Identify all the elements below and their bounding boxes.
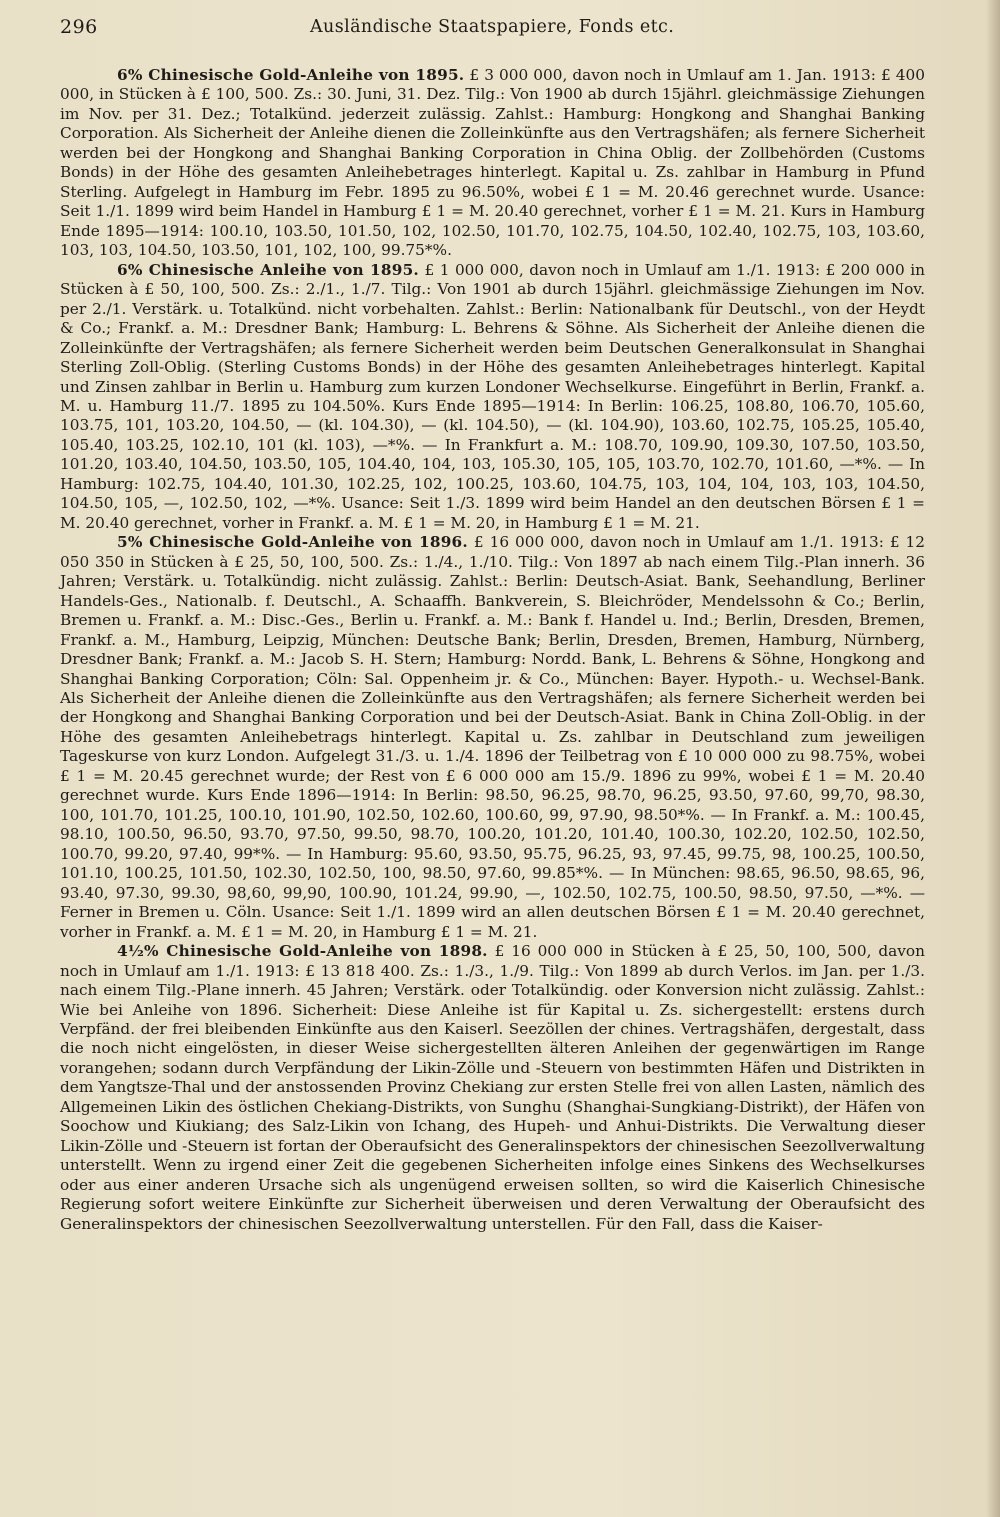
entry-gold-loan-1898: [60, 942, 925, 1234]
entry-title: 5% Chinesische Gold-Anleihe von 1896.: [117, 533, 468, 552]
running-head: Ausländische Staatspapiere, Fonds etc.: [310, 17, 675, 37]
entry-title: 4½% Chinesische Gold-Anleihe von 1898.: [117, 942, 488, 961]
page-header: [60, 16, 922, 46]
entry-title: 6% Chinesische Gold-Anleihe von 1895.: [117, 66, 465, 84]
entry-text: £ 16 000 000, davon noch in Umlauf am 1./1. 1913: £ 12 050 350 in Stücken à £ 25, 50, 100, 500. Zs.: 1./4., 1./10. Tilg.: Von 1897 ab nach einem Tilg.-Plan innerh. 36 Jahren; Verstärk. u. Totalkündig. nicht zulässig. Zahlst.: Berlin: Deutsch-Asiat. Bank, Seehandlung, Berliner Handels-Ges., Nationalb. f. Deutschl., A. Schaaffh. Bankverein, S. Bleichröder, Mendelssohn & Co.; Berlin, Bremen u. Frankf. a. M.: Disc.-Ges., Berlin u. Frankf. a. M.: Bank f. Handel u. Ind.; Berlin, Dresden, Bremen, Frankf. a. M., Hamburg, Leipzig, München: Deutsche Bank; Berlin, Dresden, Bremen, Hamburg, Nürnberg, Dresdner Bank; Frankf. a. M.: Jacob S. H. Stern; Hamburg: Nordd. Bank, L. Behrens & Söhne, Hongkong and Shanghai Banking Corporation; Cöln: Sal. Oppenheim jr. & Co., München: Bayer. Hypoth.- u. Wechsel-Bank. Als Sicherheit der Anleihe dienen die Zolleinkünfte aus den Vertragshäfen; als fernere Sicherheit werden bei der Hongkong and Shanghai Banking Corporation und bei der Deutsch-Asiat. Bank in China Zoll-Oblig. in der Höhe des gesamten Anleihebetrags hinterlegt. Kapital u. Zs. zahlbar in Deutschland zum jeweiligen Tageskurse von kurz London. Aufgelegt 31./3. u. 1./4. 1896 der Teilbetrag von £ 10 000 000 zu 98.75%, wobei £ 1 = M. 20.45 gerechnet wurde; der Rest von £ 6 000 000 am 15./9. 1896 zu 99%, wobei £ 1 = M. 20.40 gerechnet wurde. Kurs Ende 1896—1914: In Berlin: 98.50, 96.25, 98.70, 96.25, 93.50, 97.60, 99,70, 98.30, 100, 101.70, 101.25, 100.10, 101.90, 102.50, 102.60, 100.60, 99, 97.90, 98.50*%. — In Frankf. a. M.: 100.45, 98.10, 100.50, 96.50, 93.70, 97.50, 99.50, 98.70, 100.20, 101.20, 101.40, 100.30, 102.20, 102.50, 102.50, 100.70, 99.20, 97.40, 99*%. — In Hamburg: 95.60, 93.50, 95.75, 96.25, 93, 97.45, 99.75, 98, 100.25, 100.50, 101.10, 100.25, 101.50, 102.30, 102.50, 100, 98.50, 97.60, 99.85*%. — In München: 98.65, 96.50, 98.65, 96, 93.40, 97.30, 99.30, 98,60, 99,90, 100.90, 101.24, 99.90, —, 102.50, 102.75, 100.50, 98.50, 97.50, —*%. — Ferner in Bremen u. Cöln. Usance: Seit 1./1. 1899 wird an allen deutschen Börsen £ 1 = M. 20.40 gerechnet, vorher in Frankf. a. M. £ 1 = M. 20, in Hamburg £ 1 = M. 21.: [60, 533, 925, 941]
entry-text: £ 1 000 000, davon noch in Umlauf am 1./1. 1913: £ 200 000 in Stücken à £ 50, 100, 500. Zs.: 2./1., 1./7. Tilg.: Von 1901 ab durch 15jährl. gleichmässige Ziehungen im Nov. per 2./1. Verstärk. u. Totalkünd. nicht vorbehalten. Zahlst.: Berlin: Nationalbank für Deutschl., von der Heydt & Co.; Frankf. a. M.: Dresdner Bank; Hamburg: L. Behrens & Söhne. Als Sicherheit der Anleihe dienen die Zolleinkünfte der Vertragshäfen; als fernere Sicherheit werden beim Deutschen Generalkonsulat in Shanghai Sterling Zoll-Oblig. (Sterling Customs Bonds) in der Höhe des gesamten Anleihebetrages hinterlegt. Kapital und Zinsen zahlbar in Berlin u. Hamburg zum kurzen Londoner Wechselkurse. Eingeführt in Berlin, Frankf. a. M. u. Hamburg 11./7. 1895 zu 104.50%. Kurs Ende 1895—1914: In Berlin: 106.25, 108.80, 106.70, 105.60, 103.75, 101, 103.20, 104.50, — (kl. 104.30), — (kl. 104.50), — (kl. 104.90), 103.60, 102.75, 105.25, 105.40, 105.40, 103.25, 102.10, 101 (kl. 103), —*%. — In Frankfurt a. M.: 108.70, 109.90, 109.30, 107.50, 103.50, 101.20, 103.40, 104.50, 103.50, 105, 104.40, 104, 103, 105.30, 105, 105, 103.70, 102.70, 101.60, —*%. — In Hamburg: 102.75, 104.40, 101.30, 102.25, 102, 100.25, 103.60, 104.75, 103, 104, 104, 103, 103, 104.50, 104.50, 105, —, 102.50, 102, —*%. Usance: Seit 1./3. 1899 wird beim Handel an den deutschen Börsen £ 1 = M. 20.40 gerechnet, vorher in Frankf. a. M. £ 1 = M. 20, in Hamburg £ 1 = M. 21.: [60, 260, 925, 532]
entry-text: £ 16 000 000 in Stücken à £ 25, 50, 100, 500, davon noch in Umlauf am 1./1. 1913: £ 13 818 400. Zs.: 1./3., 1./9. Tilg.: Von 1899 ab durch Verlos. im Jan. per 1./3. nach einem Tilg.-Plane innerh. 45 Jahren; Verstärk. oder Totalkündig. oder Konversion nicht zulässig. Zahlst.: Wie bei Anleihe von 1896. Sicherheit: Diese Anleihe ist für Kapital u. Zs. sichergestellt: erstens durch Verpfänd. der frei bleibenden Einkünfte aus den Kaiserl. Seezöllen der chines. Vertragshäfen, dergestalt, dass die noch nicht eingelösten, in dieser Weise sichergestellten älteren Anleihen der gegenwärtigen im Range vorangehen; sodann durch Verpfändung der Likin-Zölle und -Steuern von bestimmten Häfen und Distrikten in dem Yangtsze-Thal und der anstossenden Provinz Chekiang zur ersten Stelle frei von allen Lasten, nämlich des Allgemeinen Likin des östlichen Chekiang-Distrikts, von Sunghu (Shanghai-Sungkiang-Distrikt), der Häfen von Soochow und Kiukiang; des Salz-Likin von Ichang, des Hupeh- und Anhui-Distrikts. Die Verwaltung dieser Likin-Zölle und -Steuern ist fortan der Oberaufsicht des Generalinspektors der chinesischen Seezollverwaltung unterstellt. Wenn zu irgend einer Zeit die gegebenen Sicherheiten infolge eines Sinkens des Wechselkurses oder aus einer anderen Ursache sich als ungenügend erweisen sollten, so wird die Kaiserlich Chinesische Regierung sofort weitere Einkünfte zur Sicherheit überweisen und deren Verwaltung der Oberaufsicht des Generalinspektors der chinesischen Seezollverwaltung unterstellen. Für den Fall, dass die Kaiser-: [60, 942, 925, 1233]
page-gutter-shadow: [986, 0, 1000, 1517]
entry-loan-1895: [60, 261, 925, 534]
entry-title: 6% Chinesische Anleihe von 1895.: [117, 260, 419, 279]
entry-gold-loan-1896: [60, 533, 925, 942]
entry-gold-loan-1895: [60, 66, 925, 261]
entry-text: £ 3 000 000, davon noch in Umlauf am 1. Jan. 1913: £ 400 000, in Stücken à £ 100, 500. Zs.: 30. Juni, 31. Dez. Tilg.: Von 1900 ab durch 15jährl. gleichmässige Ziehungen im Nov. per 31. Dez.; Totalkünd. jederzeit zulässig. Zahlst.: Hamburg: Hongkong and Shanghai Banking Corporation. Als Sicherheit der Anleihe dienen die Zolleinkünfte aus den Vertragshäfen; als fernere Sicherheit werden bei der Hongkong and Shanghai Banking Corporation in China Oblig. der Zollbehörden (Customs Bonds) in der Höhe des gesamten Anleihebetrages hinterlegt. Kapital u. Zs. zahlbar in Hamburg in Pfund Sterling. Aufgelegt in Hamburg im Febr. 1895 zu 96.50%, wobei £ 1 = M. 20.46 gerechnet wurde. Usance: Seit 1./1. 1899 wird beim Handel in Hamburg £ 1 = M. 20.40 gerechnet, vorher £ 1 = M. 21. Kurs in Hamburg Ende 1895—1914: 100.10, 103.50, 101.50, 102, 102.50, 101.70, 102.75, 104.50, 102.40, 102.75, 103, 103.60, 103, 103, 104.50, 103.50, 101, 102, 100, 99.75*%.: [60, 66, 925, 260]
page-body: [60, 66, 925, 1234]
page-number: 296: [60, 16, 98, 38]
